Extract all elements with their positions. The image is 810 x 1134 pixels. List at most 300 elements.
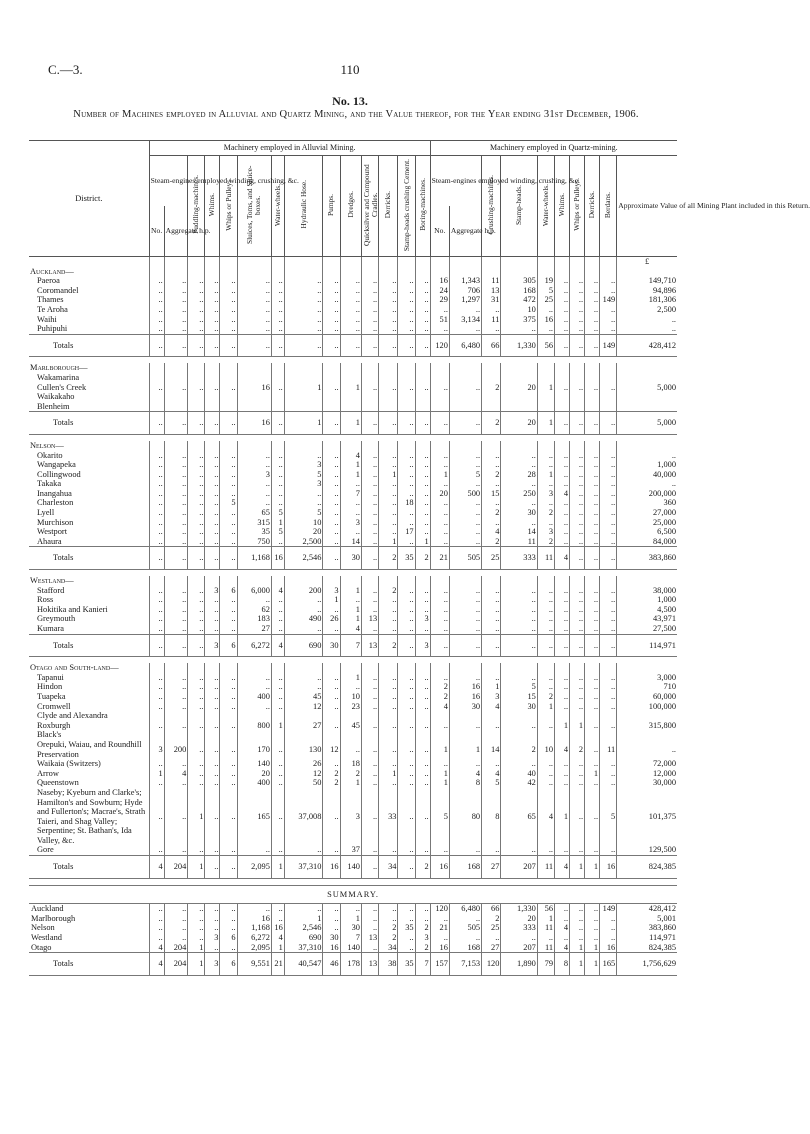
value-cell: ..: [323, 537, 340, 547]
value-cell: ..: [205, 614, 220, 624]
value-cell: ..: [398, 508, 415, 518]
value-cell: ..: [600, 479, 617, 489]
value-cell: 1: [585, 953, 600, 976]
value-cell: ..: [271, 845, 284, 855]
value-cell: ..: [449, 527, 481, 537]
empty-cell: [340, 441, 361, 451]
empty-cell: [149, 576, 164, 586]
value-cell: ..: [600, 692, 617, 702]
value-cell: 15: [501, 692, 537, 702]
value-cell: ..: [585, 586, 600, 596]
currency-cell: [237, 257, 271, 267]
value-cell: ..: [555, 845, 570, 855]
value-cell: ..: [164, 315, 188, 325]
value-cell: 26: [323, 614, 340, 624]
value-cell: ..: [415, 305, 430, 315]
value-cell: [501, 392, 537, 402]
value-cell: ..: [220, 943, 237, 953]
value-cell: ..: [585, 286, 600, 296]
empty-cell: [220, 663, 237, 673]
value-cell: 3: [415, 614, 430, 624]
value-cell: ..: [415, 479, 430, 489]
empty-cell: [220, 576, 237, 586]
value-cell: [585, 392, 600, 402]
value-cell: ..: [164, 702, 188, 712]
value-cell: 360: [663, 498, 676, 508]
district-cell: Takaka: [29, 479, 149, 489]
value-cell: ..: [164, 634, 188, 657]
value-cell: [237, 392, 271, 402]
value-cell: 4,500: [657, 604, 676, 614]
value-cell: ..: [570, 682, 585, 692]
value-cell: [555, 373, 570, 383]
value-cell: 1,168: [237, 547, 271, 570]
value-cell: 30: [449, 702, 481, 712]
value-cell: ..: [430, 673, 449, 683]
value-cell: ..: [379, 759, 398, 769]
value-cell: ..: [220, 286, 237, 296]
district-cell: Kumara: [29, 624, 149, 634]
value-cell: ..: [482, 845, 501, 855]
value-cell: ..: [482, 933, 501, 943]
value-cell: ..: [555, 498, 570, 508]
value-cell: 500: [449, 489, 481, 499]
value-cell: 2,095: [237, 943, 271, 953]
value-cell: 183: [237, 614, 271, 624]
value-cell: ..: [537, 586, 554, 596]
value-cell: 21: [271, 953, 284, 976]
value-cell: ..: [361, 673, 378, 683]
value-cell: 7: [415, 953, 430, 976]
value-cell: [398, 392, 415, 402]
value-cell: 690: [284, 634, 323, 657]
value-cell: ..: [398, 586, 415, 596]
value-cell: ..: [149, 305, 164, 315]
value-cell: ..: [415, 286, 430, 296]
value-cell: ..: [188, 595, 205, 605]
value-cell: 505: [449, 923, 481, 933]
currency-cell: [361, 257, 378, 267]
value-cell: ..: [323, 498, 340, 508]
value-cell: ..: [449, 460, 481, 470]
value-cell: ..: [600, 324, 617, 334]
value-cell: ..: [430, 451, 449, 461]
value-cell: ..: [585, 527, 600, 537]
value-cell: ..: [237, 682, 271, 692]
value-cell: 1: [271, 721, 284, 731]
value-cell: ..: [585, 518, 600, 528]
empty-cell: [205, 576, 220, 586]
value-cell: 3: [415, 933, 430, 943]
value-cell: ..: [570, 759, 585, 769]
value-cell: ..: [205, 498, 220, 508]
value-cell: [617, 711, 677, 721]
value-cell: [555, 730, 570, 740]
value-cell: [555, 402, 570, 412]
empty-cell: [164, 267, 188, 277]
value-cell: ..: [415, 682, 430, 692]
value-cell: ..: [361, 305, 378, 315]
value-cell: ..: [205, 605, 220, 615]
value-cell: [188, 711, 205, 721]
value-cell: ..: [398, 682, 415, 692]
value-cell: 204: [164, 943, 188, 953]
empty-cell: [188, 267, 205, 277]
value-cell: ..: [600, 489, 617, 499]
empty-cell: [585, 441, 600, 451]
empty-cell: [205, 441, 220, 451]
empty-cell: [415, 267, 430, 277]
currency-cell: [600, 257, 617, 267]
alluvial-col-header: Hydraulic Hose.: [284, 156, 323, 257]
table-row: [29, 373, 677, 383]
value-cell: ..: [585, 788, 600, 846]
value-cell: ..: [220, 769, 237, 779]
value-cell: ..: [149, 412, 164, 435]
value-cell: ..: [271, 702, 284, 712]
value-cell: ..: [188, 334, 205, 357]
value-cell: ..: [379, 498, 398, 508]
value-cell: [501, 402, 537, 412]
value-cell: 8: [555, 953, 570, 976]
value-cell: [555, 711, 570, 721]
value-cell: 1,297: [449, 295, 481, 305]
value-cell: 1: [537, 914, 554, 924]
value-cell: 3: [537, 489, 554, 499]
section-name: Auckland—: [29, 267, 149, 277]
value-cell: ..: [501, 479, 537, 489]
value-cell: ..: [361, 334, 378, 357]
value-cell: 43,971: [652, 614, 676, 624]
value-cell: 37: [340, 845, 361, 855]
empty-cell: [585, 363, 600, 373]
value-cell: ..: [555, 451, 570, 461]
empty-cell: [617, 663, 677, 673]
value-cell: 824,385: [648, 942, 676, 952]
value-cell: 5: [449, 470, 481, 480]
value-cell: ..: [361, 460, 378, 470]
empty-cell: [379, 576, 398, 586]
value-cell: ..: [149, 692, 164, 702]
value-cell: 65: [237, 508, 271, 518]
value-cell: ..: [600, 605, 617, 615]
value-cell: 2: [482, 383, 501, 393]
value-cell: ..: [361, 624, 378, 634]
value-cell: 1: [149, 769, 164, 779]
value-cell: [323, 730, 340, 740]
value-cell: 56: [537, 904, 554, 914]
value-cell: 5: [220, 498, 237, 508]
value-cell: ..: [430, 460, 449, 470]
value-cell: ..: [398, 605, 415, 615]
district-cell: Gore: [29, 845, 149, 855]
value-cell: ..: [555, 759, 570, 769]
empty-cell: [415, 441, 430, 451]
value-cell: 2: [482, 412, 501, 435]
value-cell: 5,001: [657, 913, 676, 923]
value-cell: [585, 402, 600, 412]
value-cell: ..: [415, 673, 430, 683]
value-cell: ..: [415, 759, 430, 769]
value-cell: ..: [361, 518, 378, 528]
value-cell: ..: [361, 383, 378, 393]
value-cell: ..: [361, 778, 378, 788]
value-cell: 27: [237, 624, 271, 634]
value-cell: ..: [482, 324, 501, 334]
value-cell: 20: [501, 412, 537, 435]
value-cell: 157: [430, 953, 449, 976]
value-cell: ..: [585, 721, 600, 731]
empty-cell: [570, 576, 585, 586]
value-cell: ..: [585, 324, 600, 334]
value-cell: ..: [501, 673, 537, 683]
value-cell: [323, 402, 340, 412]
value-cell: ..: [271, 595, 284, 605]
value-cell: ..: [220, 315, 237, 325]
value-cell: 1: [570, 721, 585, 731]
value-cell: [271, 373, 284, 383]
value-cell: ..: [379, 605, 398, 615]
value-cell: ..: [271, 537, 284, 547]
value-cell: ..: [271, 682, 284, 692]
value-cell: ..: [379, 624, 398, 634]
value-cell: 25: [482, 923, 501, 933]
empty-cell: [361, 267, 378, 277]
value-cell: ..: [284, 682, 323, 692]
value-cell: ..: [449, 412, 481, 435]
value-cell: ..: [361, 914, 378, 924]
empty-cell: [537, 267, 554, 277]
empty-cell: [570, 363, 585, 373]
value-cell: ..: [323, 383, 340, 393]
table-row: [29, 315, 677, 325]
quartz-steam-header: Steam-engines employed winding, crushing, &c.: [430, 156, 481, 207]
empty-cell: [449, 576, 481, 586]
empty-cell: [415, 576, 430, 586]
table-row: [29, 845, 677, 855]
value-cell: 2: [323, 778, 340, 788]
table-row: [29, 527, 677, 537]
value-cell: ..: [188, 682, 205, 692]
value-cell: [271, 392, 284, 402]
value-cell: ..: [284, 605, 323, 615]
value-cell: ..: [482, 721, 501, 731]
value-cell: ..: [188, 933, 205, 943]
value-cell: 4: [271, 933, 284, 943]
value-cell: ..: [220, 856, 237, 879]
value-cell: ..: [340, 305, 361, 315]
value-cell: ..: [237, 286, 271, 296]
district-cell: Hokitika and Kanieri: [29, 605, 149, 615]
value-cell: ..: [430, 479, 449, 489]
value-cell: ..: [555, 595, 570, 605]
value-cell: ..: [501, 759, 537, 769]
value-cell: ..: [205, 508, 220, 518]
empty-cell: [398, 663, 415, 673]
value-cell: ..: [585, 778, 600, 788]
value-cell: ..: [271, 904, 284, 914]
value-cell: 27,500: [652, 624, 676, 633]
value-cell: 2: [379, 923, 398, 933]
value-cell: ..: [271, 914, 284, 924]
value-cell: ..: [220, 673, 237, 683]
value-cell: ..: [482, 451, 501, 461]
empty-cell: [340, 663, 361, 673]
summary-row: [29, 904, 677, 914]
value-cell: ..: [340, 295, 361, 305]
empty-cell: [585, 576, 600, 586]
alluvial-col-header: Dredges.: [340, 156, 361, 257]
value-cell: ..: [570, 334, 585, 357]
value-cell: ..: [188, 673, 205, 683]
value-cell: ..: [164, 383, 188, 393]
value-cell: ..: [501, 451, 537, 461]
value-cell: ..: [205, 904, 220, 914]
value-cell: ..: [323, 845, 340, 855]
value-cell: 20: [284, 527, 323, 537]
value-cell: [271, 711, 284, 721]
value-cell: 690: [284, 933, 323, 943]
summary-row: [29, 923, 677, 933]
value-cell: [188, 373, 205, 383]
value-cell: 824,385: [617, 856, 677, 879]
value-cell: [617, 730, 677, 740]
value-cell: 1: [537, 702, 554, 712]
value-cell: ..: [501, 586, 537, 596]
section-heading-row: [29, 363, 677, 373]
value-cell: ..: [600, 914, 617, 924]
value-cell: 1: [570, 943, 585, 953]
district-cell: Te Aroha: [29, 305, 149, 315]
value-cell: [449, 373, 481, 383]
value-cell: ..: [205, 537, 220, 547]
value-cell: 4: [149, 953, 164, 976]
value-cell: 3: [482, 692, 501, 702]
value-cell: [570, 373, 585, 383]
value-cell: ..: [415, 586, 430, 596]
value-cell: ..: [188, 845, 205, 855]
value-cell: 149: [600, 904, 617, 914]
value-cell: 38: [379, 953, 398, 976]
value-cell: ..: [220, 383, 237, 393]
value-cell: [501, 373, 537, 383]
page-number: 110: [340, 62, 360, 77]
empty-cell: [340, 576, 361, 586]
value-cell: ..: [449, 451, 481, 461]
district-cell: Hindon: [29, 682, 149, 692]
value-cell: 33: [379, 788, 398, 846]
summary-totals-row: [29, 953, 677, 976]
value-cell: ..: [361, 527, 378, 537]
value-cell: ..: [585, 933, 600, 943]
value-cell: ..: [149, 614, 164, 624]
value-cell: 2: [570, 740, 585, 759]
empty-cell: [323, 363, 340, 373]
value-cell: ..: [449, 537, 481, 547]
value-cell: 51: [430, 315, 449, 325]
value-cell: ..: [379, 286, 398, 296]
value-cell: 2,546: [284, 923, 323, 933]
value-cell: ..: [149, 383, 164, 393]
value-cell: [323, 373, 340, 383]
value-cell: 3,134: [449, 315, 481, 325]
value-cell: ..: [164, 605, 188, 615]
district-cell: Clyde and Alexandra: [29, 711, 149, 721]
empty-cell: [585, 267, 600, 277]
section-heading-row: [29, 267, 677, 277]
currency-cell: [323, 257, 340, 267]
value-cell: ..: [271, 692, 284, 702]
value-cell: ..: [415, 692, 430, 702]
value-cell: [205, 711, 220, 721]
value-cell: ..: [220, 324, 237, 334]
value-cell: ..: [323, 673, 340, 683]
value-cell: ..: [555, 295, 570, 305]
value-cell: ..: [555, 305, 570, 315]
value-cell: ..: [361, 845, 378, 855]
value-cell: ..: [398, 721, 415, 731]
value-cell: ..: [164, 923, 188, 933]
value-cell: ..: [600, 276, 617, 286]
value-cell: ..: [398, 914, 415, 924]
value-cell: ..: [271, 673, 284, 683]
table-row: [29, 605, 677, 615]
value-cell: ..: [585, 460, 600, 470]
value-cell: ..: [570, 673, 585, 683]
value-cell: ..: [361, 295, 378, 305]
value-cell: ..: [237, 489, 271, 499]
value-cell: ..: [220, 595, 237, 605]
value-cell: ..: [271, 286, 284, 296]
value-cell: ..: [415, 788, 430, 846]
value-cell: 46: [323, 953, 340, 976]
district-cell: Westland: [29, 933, 149, 943]
empty-cell: [323, 267, 340, 277]
value-cell: [361, 392, 378, 402]
value-cell: ..: [271, 276, 284, 286]
value-cell: ..: [164, 586, 188, 596]
value-cell: ..: [555, 614, 570, 624]
value-cell: ..: [205, 856, 220, 879]
empty-cell: [555, 663, 570, 673]
value-cell: ..: [188, 508, 205, 518]
value-cell: ..: [284, 904, 323, 914]
value-cell: ..: [430, 624, 449, 634]
value-cell: ..: [271, 315, 284, 325]
value-cell: 21: [430, 547, 449, 570]
empty-cell: [600, 663, 617, 673]
value-cell: ..: [501, 614, 537, 624]
value-cell: 2: [340, 769, 361, 779]
district-cell: Black's: [29, 730, 149, 740]
table-row: [29, 383, 677, 393]
value-cell: ..: [415, 595, 430, 605]
value-cell: ..: [570, 933, 585, 943]
currency-row: [29, 257, 677, 267]
value-cell: 5: [501, 682, 537, 692]
value-cell: 8: [482, 788, 501, 846]
value-cell: ..: [600, 673, 617, 683]
empty-cell: [271, 363, 284, 373]
empty-cell: [149, 663, 164, 673]
value-cell: 94,896: [652, 285, 676, 295]
value-cell: 16: [237, 914, 271, 924]
value-cell: 6,480: [449, 904, 481, 914]
value-cell: ..: [537, 634, 554, 657]
value-cell: 27,000: [652, 508, 676, 518]
value-cell: ..: [284, 673, 323, 683]
value-cell: ..: [585, 305, 600, 315]
